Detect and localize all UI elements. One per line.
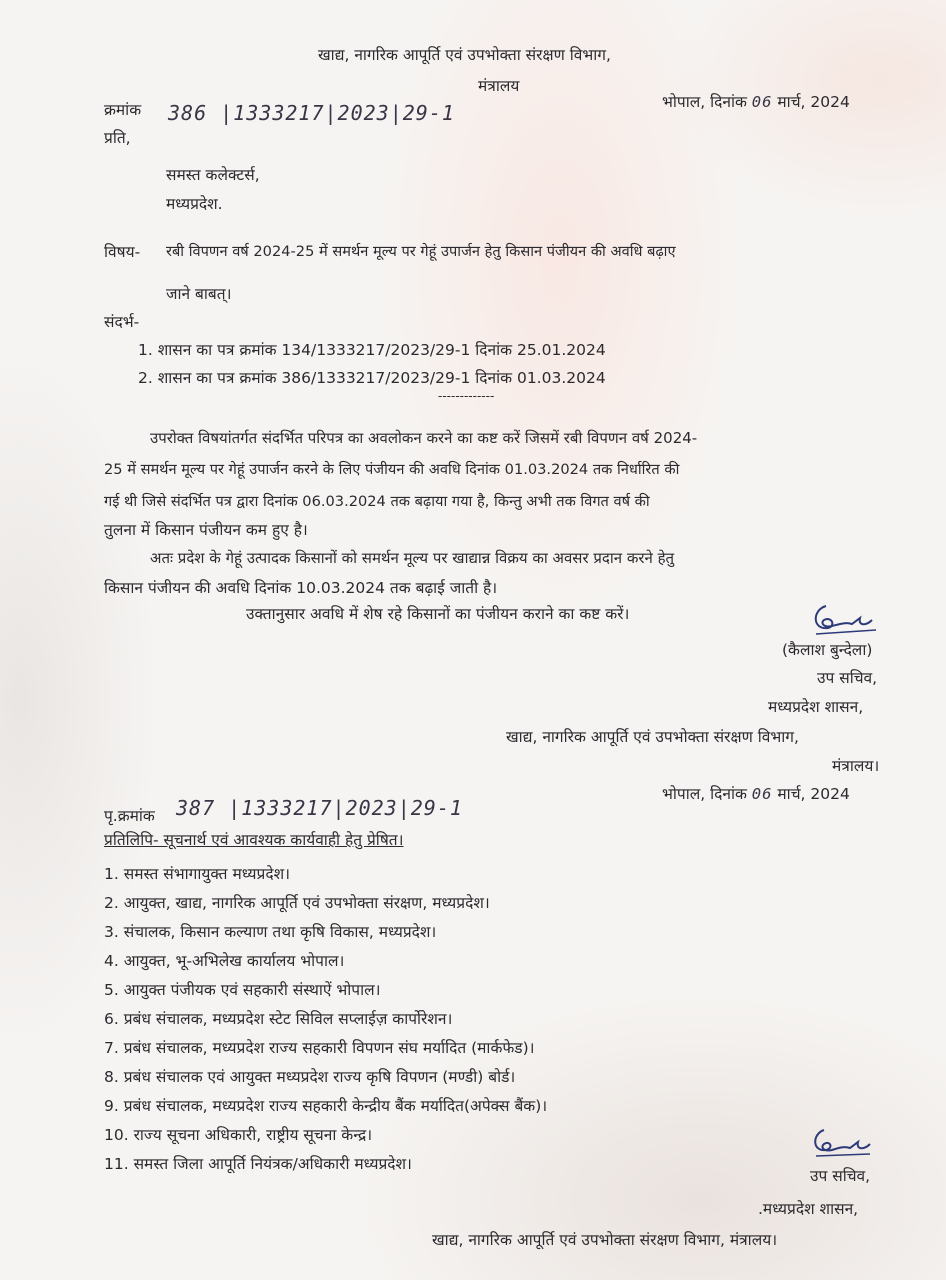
copy-to-item-8: 8. प्रबंध संचालक एवं आयुक्त मध्यप्रदेश राज्य कृषि विपणन (मण्डी) बोर्ड।: [104, 1068, 516, 1086]
copy-to-item-7: 7. प्रबंध संचालक, मध्यप्रदेश राज्य सहकारी विपणन संघ मर्यादित (मार्कफेड)।: [104, 1039, 535, 1057]
signatory1-designation: उप सचिव,: [817, 669, 878, 687]
signature-2: [808, 1122, 874, 1162]
signatory2-dept: खाद्य, नागरिक आपूर्ति एवं उपभोक्ता संरक्षण विभाग, मंत्रालय।: [432, 1231, 778, 1249]
reference-item-2: 2. शासन का पत्र क्रमांक 386/1333217/2023/29-1 दिनांक 01.03.2024: [138, 369, 606, 387]
recipient-line-1: समस्त कलेक्टर्स,: [166, 166, 260, 184]
copy-to-item-11: 11. समस्त जिला आपूर्ति नियंत्रक/अधिकारी मध्यप्रदेश।: [104, 1155, 412, 1173]
body-para2-line-1: अतः प्रदेश के गेहूं उत्पादक किसानों को समर्थन मूल्य पर खाद्यान्न विक्रय का अवसर प्रदान करने हेतु: [150, 549, 675, 567]
department-heading: खाद्य, नागरिक आपूर्ति एवं उपभोक्ता संरक्षण विभाग,: [318, 46, 611, 64]
copy-to-item-4: 4. आयुक्त, भू-अभिलेख कार्यालय भोपाल।: [104, 952, 345, 970]
body-para2-line-2: किसान पंजीयन की अवधि दिनांक 10.03.2024 तक बढ़ाई जाती है।: [104, 579, 498, 597]
subject-label: विषय-: [104, 243, 141, 261]
signatory2-designation: उप सचिव,: [810, 1167, 871, 1185]
ref-label: क्रमांक: [104, 101, 142, 119]
recipient-line-2: मध्यप्रदेश.: [166, 195, 223, 213]
copy-to-item-5: 5. आयुक्त पंजीयक एवं सहकारी संस्थाऐं भोपाल।: [104, 981, 381, 999]
signatory1-govt: मध्यप्रदेश शासन,: [768, 698, 864, 716]
copy-to-item-2: 2. आयुक्त, खाद्य, नागरिक आपूर्ति एवं उपभोक्ता संरक्षण, मध्यप्रदेश।: [104, 894, 490, 912]
ref-number: 386 |1333217|2023|29-1: [168, 101, 455, 125]
signatory1-dept: खाद्य, नागरिक आपूर्ति एवं उपभोक्ता संरक्षण विभाग,: [506, 728, 799, 746]
ref-day: 06: [751, 93, 773, 111]
subject-line-1: रबी विपणन वर्ष 2024-25 में समर्थन मूल्य पर गेहूं उपार्जन हेतु किसान पंजीयन की अवधि बढ़ाए: [166, 243, 676, 260]
to-label: प्रति,: [104, 129, 131, 147]
ministry-heading: मंत्रालय: [478, 77, 520, 95]
ref2-day: 06: [751, 785, 773, 803]
subject-line-2: जाने बाबत्।: [166, 285, 232, 303]
signatory2-govt: .मध्यप्रदेश शासन,: [758, 1200, 859, 1218]
ref2-number: 387 |1333217|2023|29-1: [176, 796, 463, 820]
signature-1: [806, 596, 880, 640]
copy-to-item-10: 10. राज्य सूचना अधिकारी, राष्ट्रीय सूचना केन्द्र।: [104, 1126, 373, 1144]
copy-to-item-6: 6. प्रबंध संचालक, मध्यप्रदेश स्टेट सिविल सप्लाईज़ कार्पोरेशन।: [104, 1010, 453, 1028]
ref2-label: पृ.क्रमांक: [104, 807, 155, 825]
copy-to-heading: प्रतिलिपि- सूचनार्थ एवं आवश्यक कार्यवाही हेतु प्रेषित।: [104, 831, 404, 849]
ref-date: भोपाल, दिनांक 06 मार्च, 2024: [662, 93, 850, 111]
ref2-date: भोपाल, दिनांक 06 मार्च, 2024: [662, 785, 850, 803]
signatory1-name: (कैलाश बुन्देला): [782, 641, 873, 659]
body-para3: उक्तानुसार अवधि में शेष रहे किसानों का पंजीयन कराने का कष्ट करें।: [246, 605, 630, 623]
reference-label: संदर्भ-: [104, 313, 140, 331]
signatory1-ministry: मंत्रालय।: [832, 757, 880, 775]
body-para1-line-2: 25 में समर्थन मूल्य पर गेहूं उपार्जन करने के लिए पंजीयन की अवधि दिनांक 01.03.2024 तक निर्धारित की: [104, 461, 680, 478]
copy-to-item-3: 3. संचालक, किसान कल्याण तथा कृषि विकास, मध्यप्रदेश।: [104, 923, 437, 941]
reference-item-1: 1. शासन का पत्र क्रमांक 134/1333217/2023/29-1 दिनांक 25.01.2024: [138, 341, 606, 359]
body-para1-line-1: उपरोक्त विषयांतर्गत संदर्भित परिपत्र का अवलोकन करने का कष्ट करें जिसमें रबी विपणन वर्ष 2024-: [150, 429, 698, 447]
body-para1-line-4: तुलना में किसान पंजीयन कम हुए है।: [104, 521, 308, 539]
copy-to-item-9: 9. प्रबंध संचालक, मध्यप्रदेश राज्य सहकारी केन्द्रीय बैंक मर्यादित(अपेक्स बैंक)।: [104, 1097, 548, 1115]
copy-to-item-1: 1. समस्त संभागायुक्त मध्यप्रदेश।: [104, 865, 290, 883]
reference-divider: -------------: [438, 389, 495, 403]
body-para1-line-3: गई थी जिसे संदर्भित पत्र द्वारा दिनांक 06.03.2024 तक बढ़ाया गया है, किन्तु अभी तक विगत वर्ष की: [104, 493, 650, 510]
